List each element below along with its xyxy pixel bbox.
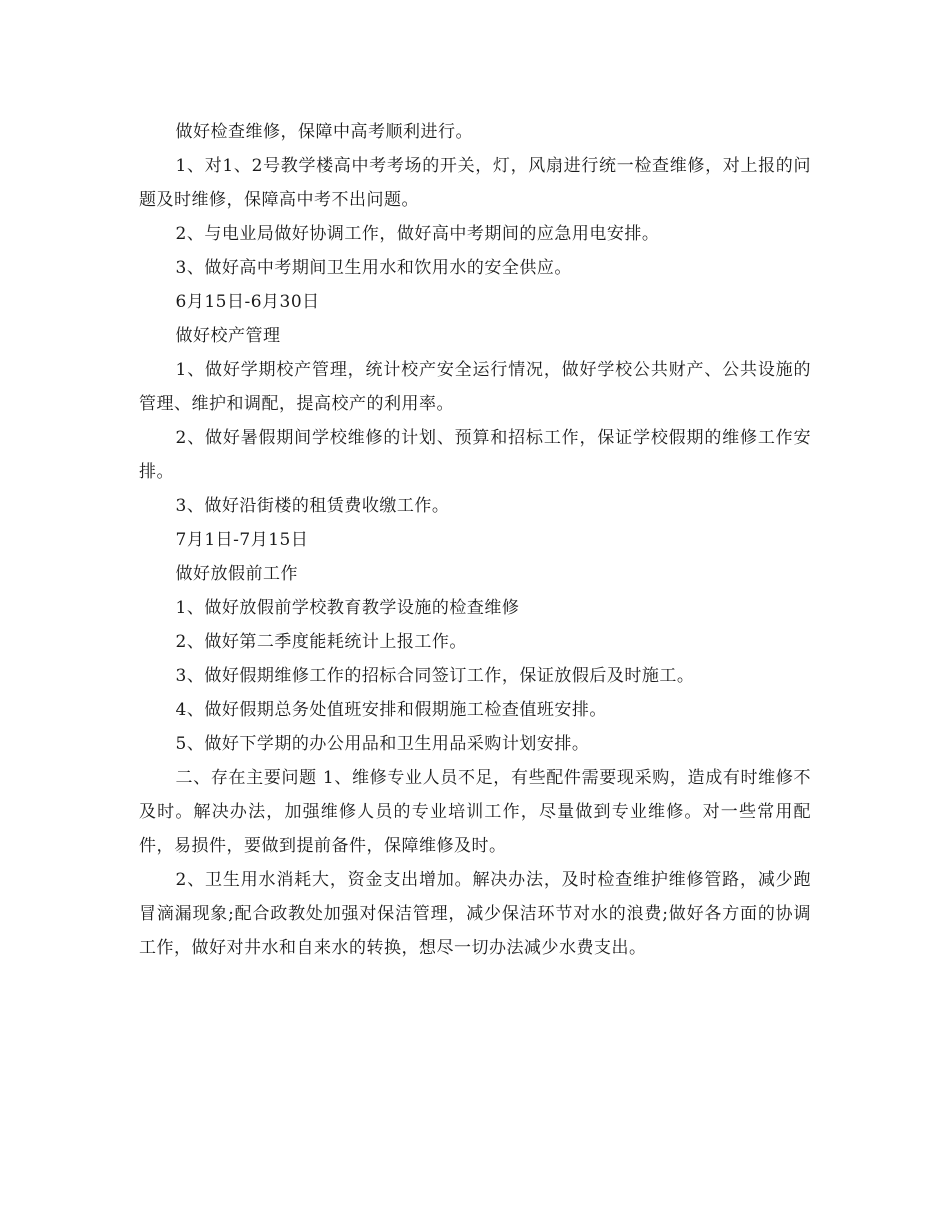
paragraph-pre-holiday-item-4: 4、做好假期总务处值班安排和假期施工检查值班安排。 (175, 700, 607, 720)
paragraph-pre-holiday-heading: 做好放假前工作 (175, 564, 299, 584)
paragraph-exam-maintenance-heading: 做好检查维修，保障中高考顺利进行。 (175, 122, 474, 142)
paragraph-exam-item-1: 1、对1、2号教学楼高中考考场的开关，灯，风扇进行统一检查维修，对上报的问题及时维修，保障高中考不出问题。 (139, 156, 811, 210)
paragraph-asset-item-3: 3、做好沿街楼的租赁费收缴工作。 (175, 496, 450, 516)
paragraph-exam-item-3: 3、做好高中考期间卫生用水和饮用水的安全供应。 (175, 258, 572, 278)
date-range-july: 7月1日-7月15日 (175, 530, 309, 550)
paragraph-exam-item-2: 2、与电业局做好协调工作，做好高中考期间的应急用电安排。 (175, 224, 660, 244)
paragraph-pre-holiday-item-1: 1、做好放假前学校教育教学设施的检查维修 (175, 598, 520, 618)
paragraph-problems-1: 二、存在主要问题 1、维修专业人员不足，有些配件需要现采购，造成有时维修不及时。解决办法，加强维修人员的专业培训工作，尽量做到专业维修。对一些常用配件，易损件，要做到提前备件，保障维修及时。 (139, 768, 811, 856)
date-range-june: 6月15日-6月30日 (175, 292, 320, 312)
paragraph-pre-holiday-item-2: 2、做好第二季度能耗统计上报工作。 (175, 632, 467, 652)
paragraph-asset-item-1: 1、做好学期校产管理，统计校产安全运行情况，做好学校公共财产、公共设施的管理、维护和调配，提高校产的利用率。 (139, 360, 811, 414)
paragraph-asset-management-heading: 做好校产管理 (175, 326, 281, 346)
document-body (139, 115, 811, 965)
paragraph-problems-2: 2、卫生用水消耗大，资金支出增加。解决办法，及时检查维护维修管路，减少跑冒滴漏现象;配合政教处加强对保洁管理，减少保洁环节对水的浪费;做好各方面的协调工作，做好对井水和自来水的转换，想尽一切办法减少水费支出。 (139, 870, 811, 958)
paragraph-asset-item-2: 2、做好暑假期间学校维修的计划、预算和招标工作，保证学校假期的维修工作安排。 (139, 428, 811, 482)
paragraph-pre-holiday-item-3: 3、做好假期维修工作的招标合同签订工作，保证放假后及时施工。 (175, 666, 695, 686)
paragraph-pre-holiday-item-5: 5、做好下学期的办公用品和卫生用品采购计划安排。 (175, 734, 590, 754)
